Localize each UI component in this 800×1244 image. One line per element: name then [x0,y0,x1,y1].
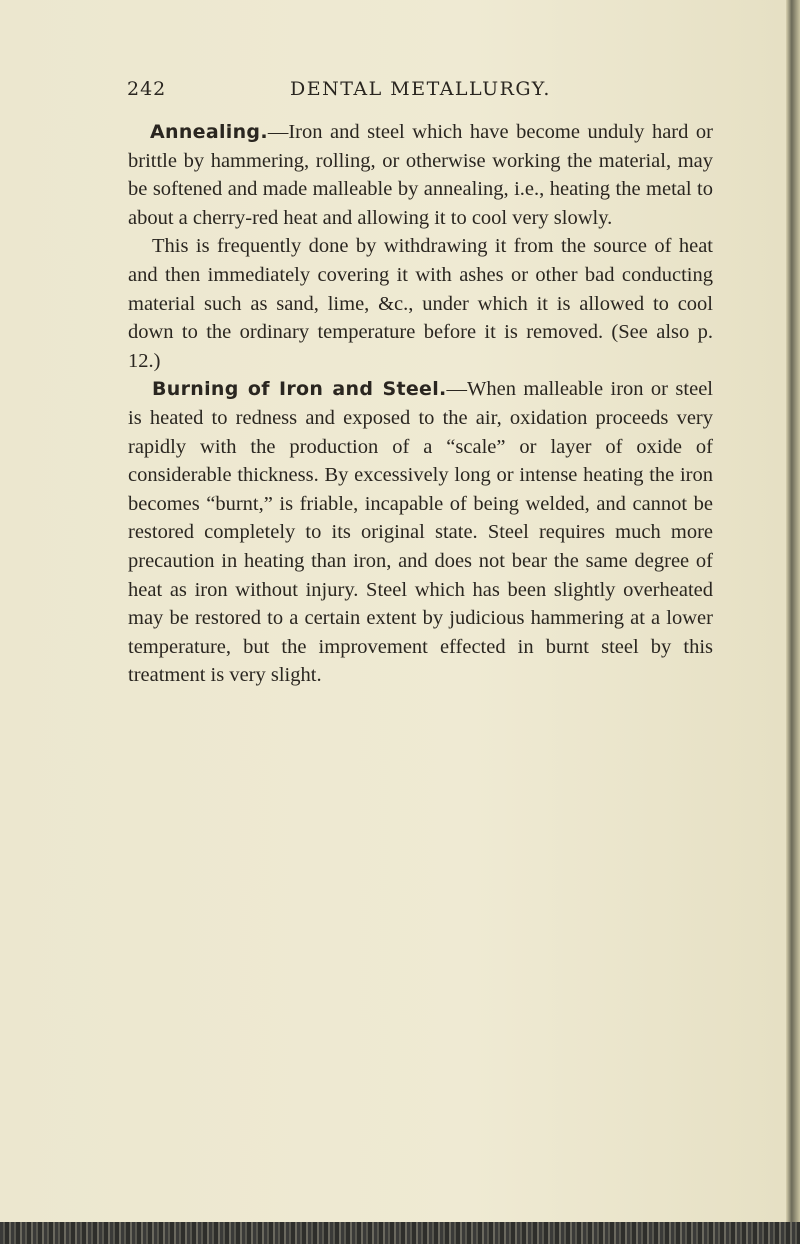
body-text [128,118,713,690]
page-number: 242 [127,78,167,100]
section-heading-annealing: Annealing. [150,121,268,143]
section-heading-burning: Burning of Iron and Steel. [152,378,447,401]
paragraph-annealing [128,118,713,232]
running-title: DENTAL METALLURGY. [290,78,551,100]
paragraph-text: —When malleable iron or steel is heated to redness and exposed to the air, oxidation proceeds very rapidly with the production of a “scale” or layer of oxide of considerable thickness. By excessively long or intense heating the iron becomes “burnt,” is friable, incapable of being welded, and cannot be restored completely to its original state. Steel requires much more precaution in heating than iron, and does not bear the same degree of heat as iron without injury. Steel which has been slightly overheated may be restored to a certain extent by judicious hammering at a lower temperature, but the improvement effected in burnt steel by this treatment is very slight. [128,378,713,687]
paragraph-withdrawing [128,232,713,375]
page-header [127,78,687,108]
page-bottom-edge [0,1222,800,1244]
paragraph-burning [128,375,713,690]
page-right-edge [786,0,800,1244]
paragraph-text: —Iron and steel which have become unduly hard or brittle by hammering, rolling, or otherwise working the material, may be softened and made malleable by annealing, i.e., heating the metal to about a cherry-red heat and allowing it to cool very slowly. [128,121,713,229]
paragraph-text: This is frequently done by withdrawing it from the source of heat and then immediately covering it with ashes or other bad conducting material such as sand, lime, &c., under which it is allowed to cool down to the ordinary temperature before it is removed. (See also p. 12.) [128,235,713,372]
